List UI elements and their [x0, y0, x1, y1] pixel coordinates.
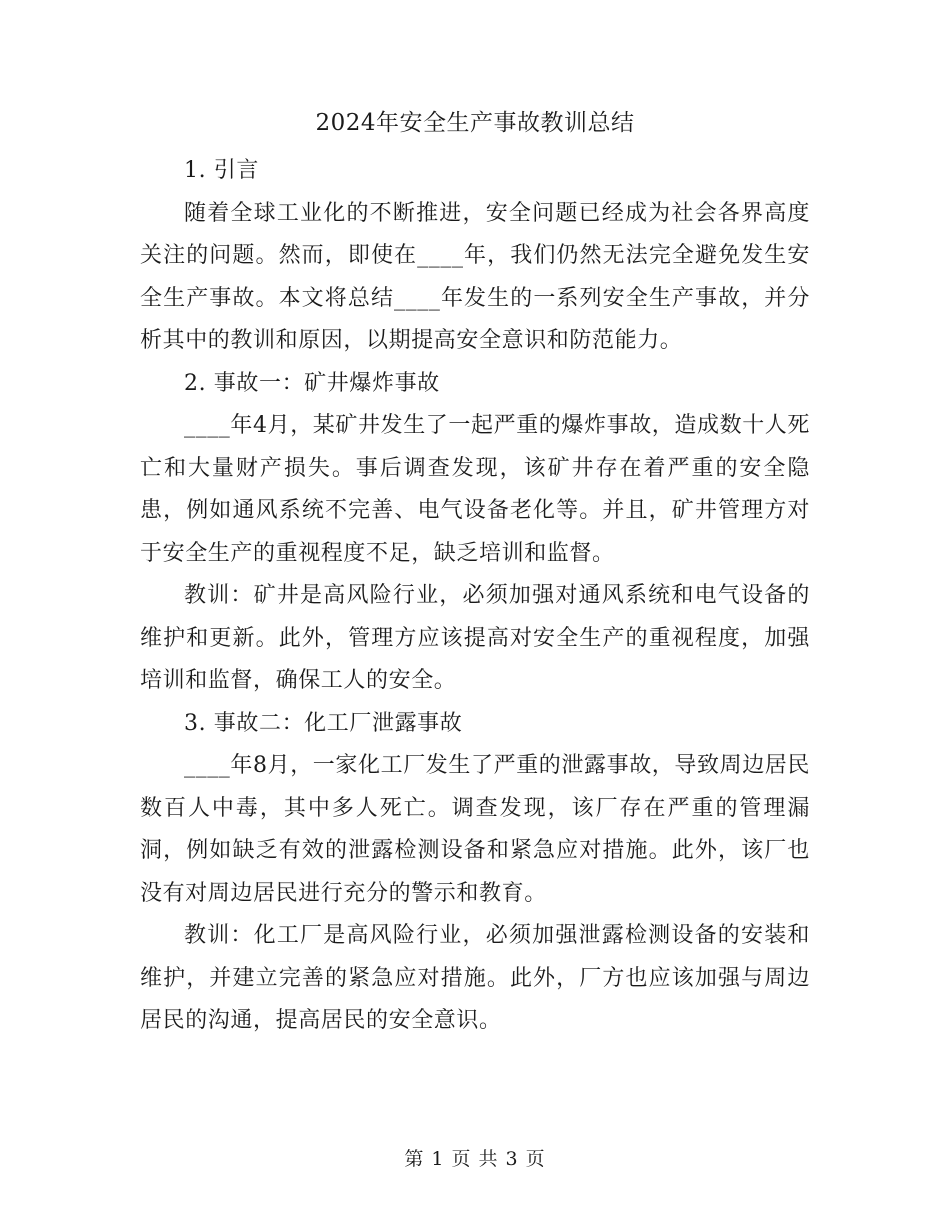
document-body [140, 150, 810, 1043]
lesson-paragraph: 教训：矿井是高风险行业，必须加强对通风系统和电气设备的维护和更新。此外，管理方应该提高对安全生产的重视程度，加强培训和监督，确保工人的安全。 [140, 583, 810, 693]
section-heading-accident-1: 2. 事故一：矿井爆炸事故 [184, 370, 440, 396]
body-paragraph: 随着全球工业化的不断推进，安全问题已经成为社会各界高度关注的问题。然而，即使在____年，我们仍然无法完全避免发生安全生产事故。本文将总结____年发生的一系列安全生产事故，并分析其中的教训和原因，以期提高安全意识和防范能力。 [140, 200, 810, 353]
document-title: 2024年安全生产事故教训总结 [315, 110, 635, 136]
page-number-footer: 第 1 页 共 3 页 [404, 1148, 546, 1170]
section-heading-intro: 1. 引言 [184, 158, 259, 183]
body-paragraph: ____年4月，某矿井发生了一起严重的爆炸事故，造成数十人死亡和大量财产损失。事后调查发现，该矿井存在着严重的安全隐患，例如通风系统不完善、电气设备老化等。并且，矿井管理方对于安全生产的重视程度不足，缺乏培训和监督。 [140, 413, 810, 566]
lesson-paragraph: 教训：化工厂是高风险行业，必须加强泄露检测设备的安装和维护，并建立完善的紧急应对措施。此外，厂方也应该加强与周边居民的沟通，提高居民的安全意识。 [140, 923, 810, 1033]
section-heading-accident-2: 3. 事故二：化工厂泄露事故 [184, 710, 463, 736]
body-paragraph: ____年8月，一家化工厂发生了严重的泄露事故，导致周边居民数百人中毒，其中多人死亡。调查发现，该厂存在严重的管理漏洞，例如缺乏有效的泄露检测设备和紧急应对措施。此外，该厂也没有对周边居民进行充分的警示和教育。 [140, 753, 810, 906]
